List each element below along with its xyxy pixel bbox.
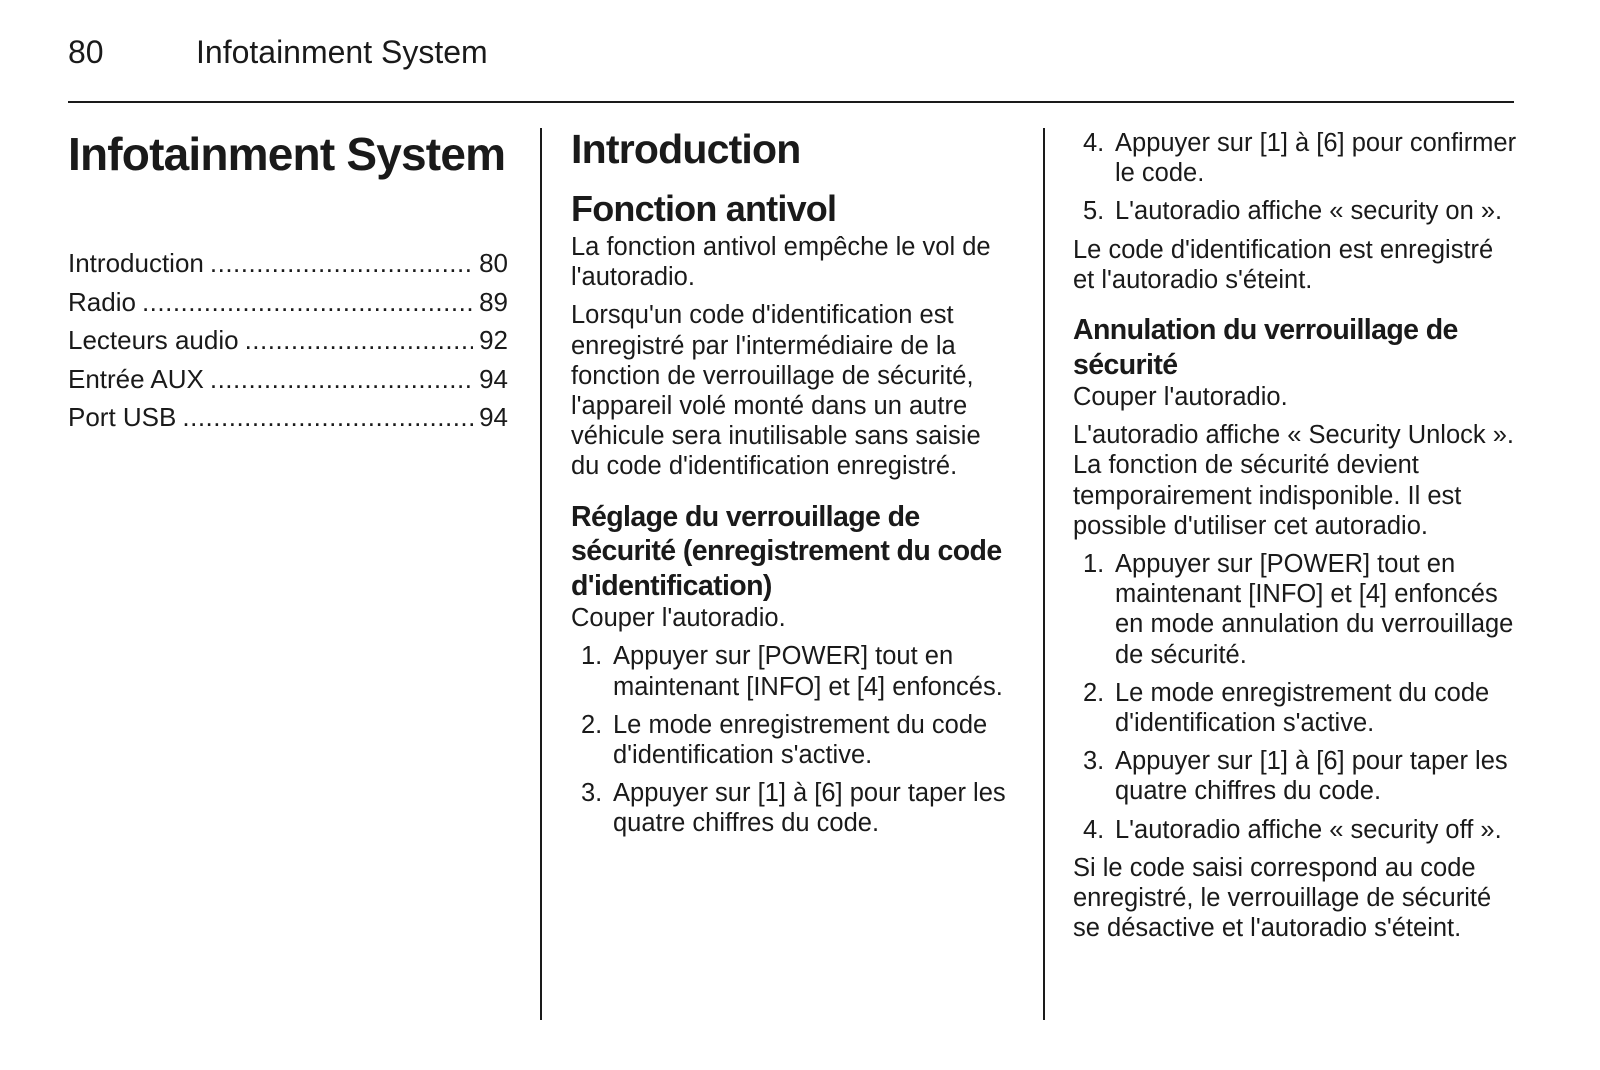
toc-page: 94 — [479, 402, 508, 432]
paragraph: Si le code saisi correspond au code enregistré, le verrouillage de sécurité se désactive et l'autoradio s'éteint. — [1073, 853, 1492, 943]
list-item — [571, 641, 1016, 701]
toc-page: 92 — [479, 325, 508, 355]
list-item — [571, 778, 1016, 838]
toc-leader — [182, 398, 473, 437]
list-item — [1073, 549, 1518, 670]
steps-list-continued — [1073, 128, 1518, 227]
paragraph: Le code d'identification est enregistré et l'autoradio s'éteint. — [1073, 235, 1494, 294]
section-title: Introduction — [571, 126, 801, 172]
step-number: 2. — [1083, 678, 1105, 707]
steps-list-annulation — [1073, 549, 1518, 845]
step-number: 1. — [1083, 550, 1105, 579]
column-continuation — [1073, 128, 1518, 951]
step-text: Appuyer sur [1] à [6] pour taper les quatre chiffres du code. — [1115, 747, 1508, 806]
toc-entry-entree-aux[interactable] — [68, 360, 508, 399]
column-divider-1 — [540, 128, 542, 1020]
step-text: Appuyer sur [1] à [6] pour confirmer le code. — [1115, 129, 1517, 188]
toc-entry-port-usb[interactable] — [68, 398, 508, 437]
step-number: 4. — [1083, 815, 1105, 844]
toc-entry-lecteurs-audio[interactable] — [68, 321, 508, 360]
toc-leader — [210, 244, 473, 283]
step-number: 1. — [581, 642, 603, 671]
list-item — [1073, 746, 1518, 806]
step-text: Le mode enregistrement du code d'identification s'active. — [613, 710, 988, 769]
toc-page: 94 — [479, 363, 508, 394]
step-text: Appuyer sur [POWER] tout en maintenant [INFO] et [4] enfoncés en mode annulation du verrouillage de sécurité. — [1115, 550, 1514, 669]
toc-label: Entrée AUX — [68, 363, 204, 394]
toc-entry-radio[interactable] — [68, 283, 508, 322]
subsection-title: Fonction antivol — [571, 188, 837, 229]
toc-label: Port USB — [68, 402, 177, 432]
page-number: 80 — [68, 34, 104, 70]
steps-list — [571, 641, 1016, 838]
toc-label: Lecteurs audio — [68, 325, 239, 355]
table-of-contents — [68, 244, 508, 437]
subheading-reglage: Réglage du verrouillage de sécurité (enregistrement du code d'identification) — [571, 500, 1002, 602]
step-number: 3. — [581, 779, 603, 808]
toc-page: 80 — [479, 248, 508, 278]
step-text: L'autoradio affiche « security off ». — [1115, 815, 1502, 844]
column-divider-2 — [1043, 128, 1045, 1020]
list-item — [1073, 678, 1518, 738]
step-text: Le mode enregistrement du code d'identification s'active. — [1115, 678, 1490, 738]
paragraph: L'autoradio affiche « Security Unlock ». La fonction de sécurité devient temporairement indisponible. Il est possible d'utiliser cet autoradio. — [1073, 421, 1514, 540]
toc-leader — [142, 283, 473, 322]
toc-label: Radio — [68, 286, 136, 317]
step-number: 4. — [1083, 129, 1105, 157]
column-toc — [68, 122, 508, 437]
paragraph: La fonction antivol empêche le vol de l'autoradio. — [571, 233, 991, 292]
toc-leader — [210, 360, 473, 399]
list-item — [1073, 128, 1518, 188]
list-item — [571, 710, 1016, 770]
subheading-annulation: Annulation du verrouillage de sécurité — [1073, 314, 1458, 381]
paragraph: Couper l'autoradio. — [1073, 383, 1288, 412]
toc-entry-introduction[interactable] — [68, 244, 508, 283]
step-number: 3. — [1083, 747, 1105, 776]
column-introduction — [571, 122, 1016, 847]
chapter-title: Infotainment System — [68, 128, 506, 180]
toc-page: 89 — [479, 286, 508, 317]
list-item — [1073, 196, 1518, 226]
header-rule — [68, 101, 1514, 103]
step-text: Appuyer sur [1] à [6] pour taper les quatre chiffres du code. — [613, 779, 1006, 838]
step-text: Appuyer sur [POWER] tout en maintenant [INFO] et [4] enfoncés. — [613, 642, 1003, 701]
step-number: 5. — [1083, 197, 1105, 226]
list-item — [1073, 815, 1518, 845]
step-text: L'autoradio affiche « security on ». — [1115, 197, 1503, 226]
toc-label: Introduction — [68, 248, 204, 278]
toc-leader — [245, 321, 474, 360]
paragraph: Couper l'autoradio. — [571, 604, 786, 633]
step-number: 2. — [581, 710, 603, 739]
paragraph: Lorsqu'un code d'identification est enregistré par l'intermédiaire de la fonction de verrouillage de sécurité, l'appareil volé monté dans un autre véhicule sera inutilisable sans saisie du code d'identification enregistré. — [571, 301, 981, 481]
running-title: Infotainment System — [196, 34, 488, 70]
